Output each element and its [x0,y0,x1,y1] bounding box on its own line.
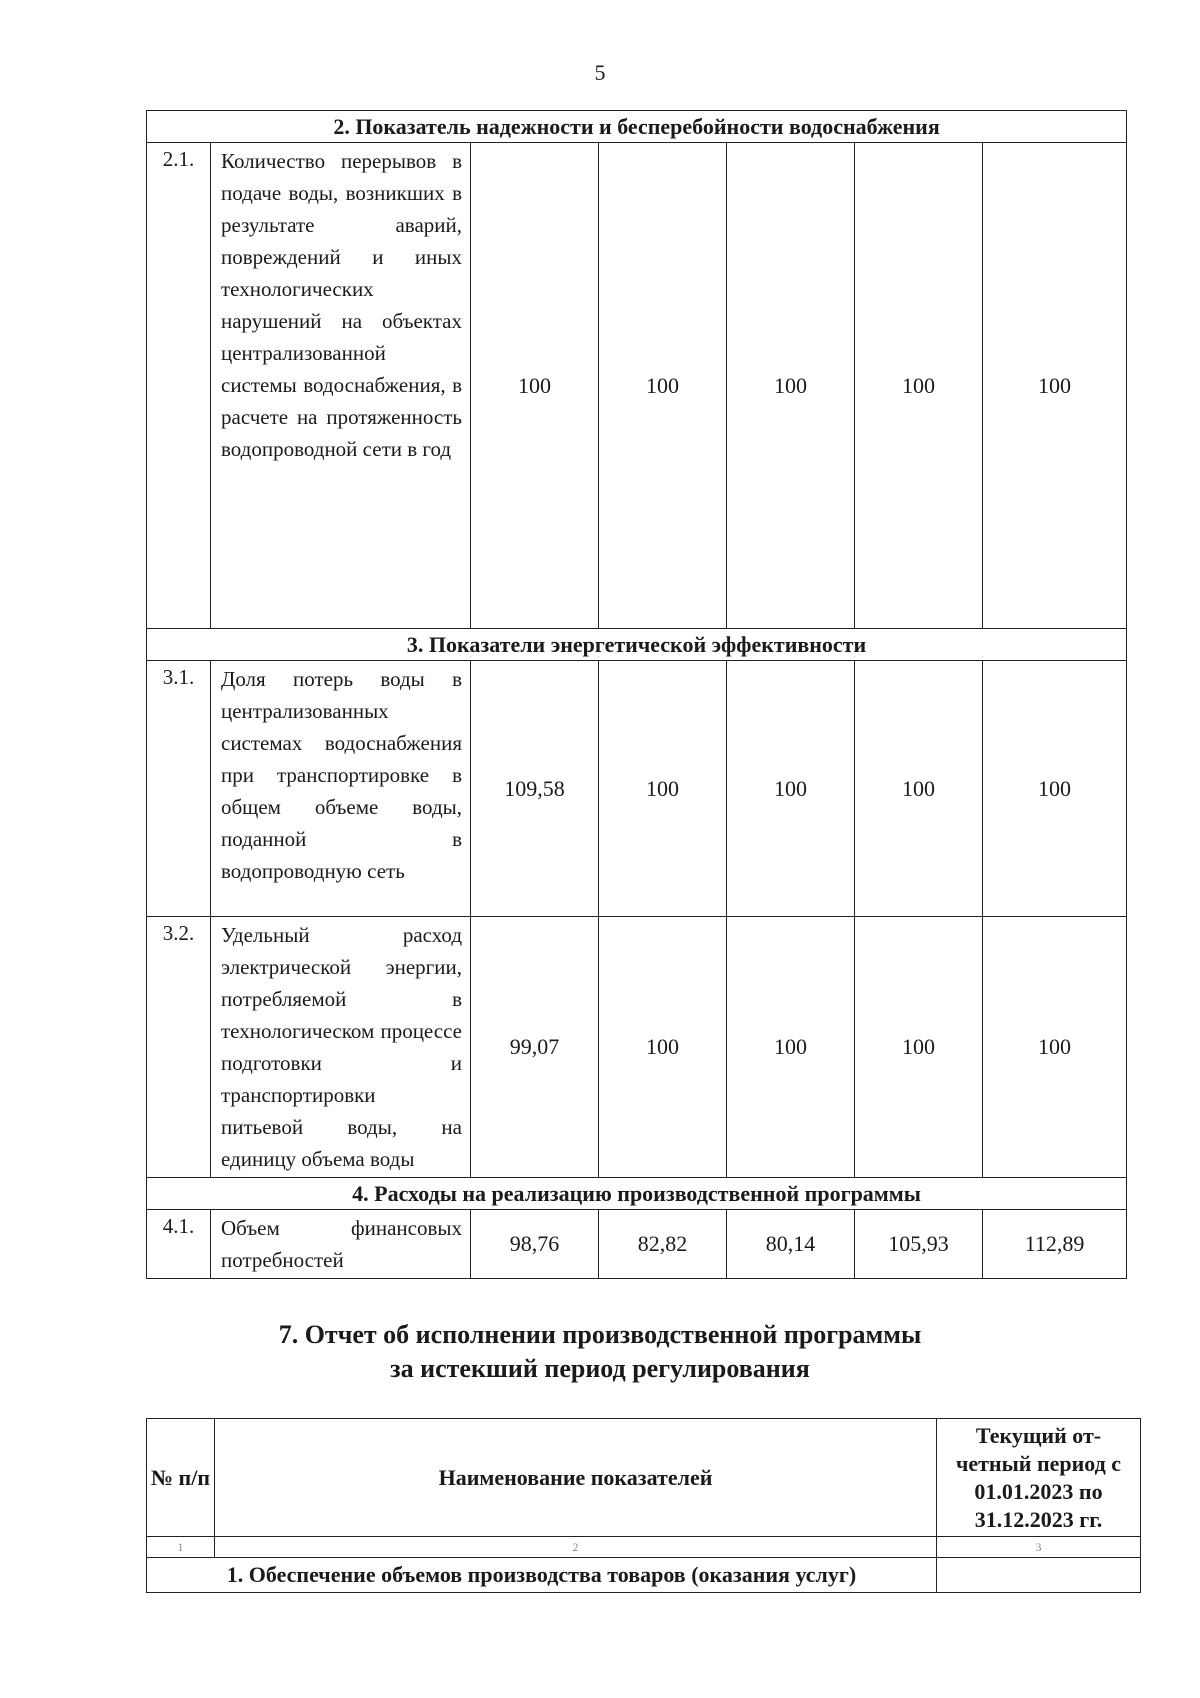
table-row [147,143,1127,629]
row-number: 3.1. [147,661,211,917]
row-value: 100 [855,143,983,629]
report-section-1-title: 1. Обеспечение объемов производства товаров (оказания услуг) [147,1558,937,1593]
table-row [147,661,1127,917]
row-name: Объем финансовых потребностей [211,1210,471,1279]
row-value: 100 [599,917,727,1178]
column-numbers-row [147,1537,1141,1558]
section-header-row [147,111,1127,143]
row-value: 109,58 [471,661,599,917]
row-number: 2.1. [147,143,211,629]
section-4-title: 4. Расходы на реализацию производственной программы [147,1178,1127,1210]
header-num: № п/п [147,1419,215,1537]
page-number: 5 [594,60,606,85]
section-header-row [147,1178,1127,1210]
report-title-line-1: 7. Отчет об исполнении производственной программы [278,1320,922,1349]
header-name: Наименование показателей [215,1419,937,1537]
header-period: Текущий от-четный период с 01.01.2023 по 31.12.2023 гг. [937,1419,1141,1537]
row-value: 100 [599,661,727,917]
row-number: 4.1. [147,1210,211,1279]
row-value: 100 [855,917,983,1178]
report-title [0,1318,1200,1386]
empty-cell [937,1558,1141,1593]
row-value: 100 [599,143,727,629]
row-name: Доля потерь воды в централизованных системах водоснабжения при транспортировке в общем объеме воды, поданной в водопроводную сеть [211,661,471,917]
row-value: 105,93 [855,1210,983,1279]
table-row [147,917,1127,1178]
column-number: 1 [147,1537,215,1558]
column-number: 3 [937,1537,1141,1558]
row-value: 100 [983,917,1127,1178]
row-name: Количество перерывов в подаче воды, возникших в результате аварий, повреждений и иных технологических нарушений на объектах централизованной системы водоснабжения, в расчете на протяженность водопроводной сети в год [211,143,471,629]
row-number: 3.2. [147,917,211,1178]
row-value: 99,07 [471,917,599,1178]
indicators-table [146,110,1127,1279]
row-value: 100 [727,917,855,1178]
row-value: 100 [727,661,855,917]
row-value: 82,82 [599,1210,727,1279]
row-value: 112,89 [983,1210,1127,1279]
row-value: 100 [983,143,1127,629]
row-value: 80,14 [727,1210,855,1279]
row-value: 100 [855,661,983,917]
table-row [147,1210,1127,1279]
report-header-row [147,1419,1141,1537]
row-value: 100 [983,661,1127,917]
section-header-row [147,629,1127,661]
section-3-title: 3. Показатели энергетической эффективности [147,629,1127,661]
column-number: 2 [215,1537,937,1558]
row-name: Удельный расход электрической энергии, потребляемой в технологическом процессе подготовки и транспортировки питьевой воды, на единицу объема воды [211,917,471,1178]
report-section-row [147,1558,1141,1593]
report-table [146,1418,1141,1593]
report-title-line-2: за истекший период регулирования [390,1354,810,1383]
section-2-title: 2. Показатель надежности и бесперебойности водоснабжения [147,111,1127,143]
row-value: 98,76 [471,1210,599,1279]
row-value: 100 [471,143,599,629]
row-value: 100 [727,143,855,629]
